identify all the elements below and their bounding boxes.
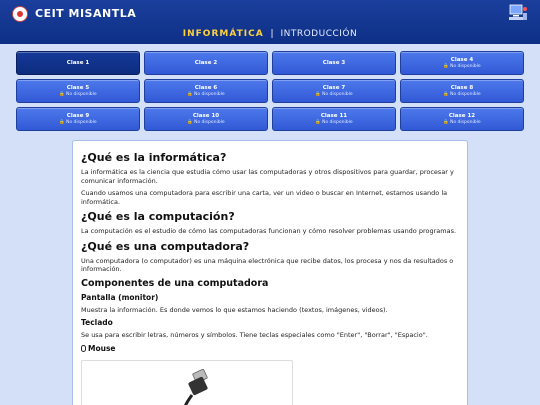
class-status: 🔒No disponible (59, 120, 97, 125)
class-tile-9[interactable] (16, 107, 140, 131)
lock-icon: 🔒 (315, 120, 321, 125)
paragraph: Se usa para escribir letras, números y símbolos. Tiene teclas especiales como "Enter", "Borrar", "Espacio". (81, 331, 428, 339)
top-bar (0, 0, 540, 44)
mouse-icon (81, 345, 86, 352)
class-tile-5[interactable] (16, 79, 140, 103)
class-label: Clase 5 (66, 85, 90, 91)
class-tile-8[interactable] (400, 79, 524, 103)
class-tile-1[interactable] (16, 51, 140, 75)
nav-informatica[interactable]: INFORMÁTICA (182, 29, 264, 39)
paragraph: La informática es la ciencia que estudia cómo usar las computadoras y otros dispositivos para guardar, procesar y comunicar información. (81, 168, 454, 185)
class-label: Clase 9 (66, 113, 90, 119)
class-label: Clase 12 (448, 113, 476, 119)
class-status: 🔒No disponible (315, 120, 353, 125)
heading-computadora: ¿Qué es una computadora? (81, 239, 250, 253)
class-grid (16, 51, 524, 131)
class-label: Clase 7 (322, 85, 346, 91)
mouse-image (81, 360, 293, 405)
nav-introduccion[interactable]: INTRODUCCIÓN (280, 29, 358, 39)
paragraph: Muestra la información. Es donde vemos lo que estamos haciendo (textos, imágenes, videos). (81, 305, 388, 314)
class-tile-11[interactable] (272, 107, 396, 131)
nav-separator: | (270, 29, 274, 39)
lock-icon: 🔒 (443, 64, 449, 69)
class-tile-3[interactable] (272, 51, 396, 75)
class-status: 🔒No disponible (187, 120, 225, 125)
class-label: Clase 6 (194, 85, 218, 91)
class-label: Clase 4 (450, 57, 474, 63)
paragraph: Una computadora (o computador) es una máquina electrónica que recibe datos, los procesa y nos da resultados o información. (81, 256, 454, 273)
heading-componentes: Componentes de una computadora (81, 277, 269, 289)
section-nav (0, 26, 540, 42)
heading-teclado: Teclado (81, 318, 113, 327)
lesson-content[interactable] (72, 140, 468, 405)
lock-icon: 🔒 (59, 92, 65, 97)
usb-cable-icon (182, 369, 222, 405)
class-label: Clase 8 (450, 85, 474, 91)
heading-mouse: Mouse (81, 344, 459, 354)
heading-computacion: ¿Qué es la computación? (81, 210, 235, 223)
class-tile-4[interactable] (400, 51, 524, 75)
class-status: 🔒No disponible (443, 92, 481, 97)
class-label: Clase 3 (322, 60, 346, 66)
class-label: Clase 2 (194, 60, 218, 66)
class-label: Clase 11 (320, 113, 348, 119)
class-label: Clase 1 (66, 60, 90, 66)
brand-title: CEIT MISANTLA (35, 7, 137, 20)
paragraph: Cuando usamos una computadora para escribir una carta, ver un video o buscar en Internet, estamos usando la informática. (81, 189, 448, 206)
computer-icon (508, 4, 528, 22)
class-status: 🔒No disponible (443, 64, 481, 69)
lock-icon: 🔒 (59, 120, 65, 125)
class-tile-2[interactable] (144, 51, 268, 75)
lock-icon: 🔒 (315, 92, 321, 97)
paragraph: La computación es el estudio de cómo las computadoras funcionan y cómo resolver problemas usando programas. (81, 227, 457, 235)
class-tile-7[interactable] (272, 79, 396, 103)
heading-pantalla: Pantalla (monitor) (81, 292, 159, 302)
heading-informatica: ¿Qué es la informática? (81, 151, 227, 164)
lock-icon: 🔒 (187, 92, 193, 97)
class-tile-6[interactable] (144, 79, 268, 103)
class-status: 🔒No disponible (187, 92, 225, 97)
class-tile-10[interactable] (144, 107, 268, 131)
class-status: 🔒No disponible (315, 92, 353, 97)
class-status: 🔒No disponible (59, 92, 97, 97)
lock-icon: 🔒 (443, 120, 449, 125)
logo-icon (12, 6, 28, 22)
class-label: Clase 10 (192, 113, 220, 119)
lock-icon: 🔒 (187, 120, 193, 125)
lock-icon: 🔒 (443, 92, 449, 97)
class-tile-12[interactable] (400, 107, 524, 131)
class-status: 🔒No disponible (443, 120, 481, 125)
